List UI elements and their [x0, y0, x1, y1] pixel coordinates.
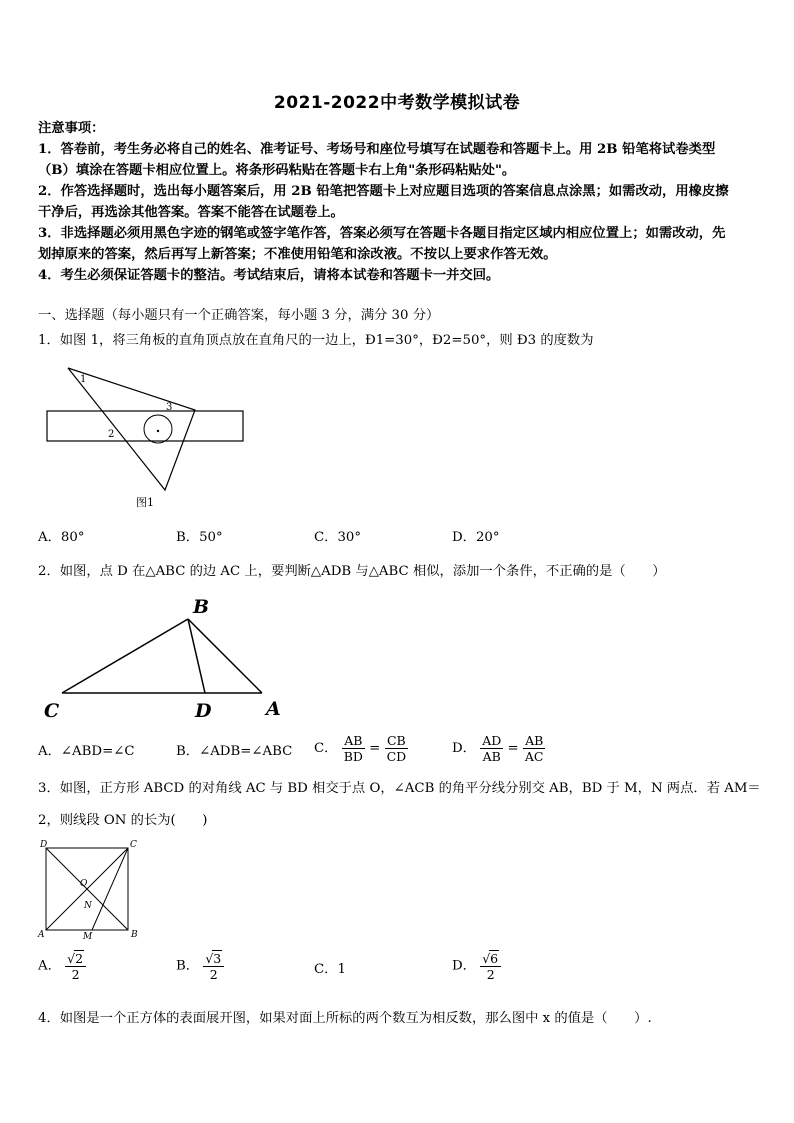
q3-label-b: B	[131, 930, 138, 940]
notice-line-4: 干净后，再选涂其他答案。答案不能答在试题卷上。	[38, 205, 344, 220]
q2-option-d-frac-2: $\frac{AB}{AC}$	[524, 733, 544, 764]
q3-label-a: A	[38, 930, 45, 940]
q2-option-d-eq: =	[507, 741, 519, 756]
q2-option-d-prefix: D．	[452, 741, 476, 756]
notice-line-1: 1．答卷前，考生务必将自己的姓名、准考证号、考场号和座位号填写在试题卷和答题卡上。用 2B 铅笔将试卷类型	[38, 142, 716, 157]
q3-label-o: O	[80, 879, 88, 889]
q2-option-c-eq: =	[369, 741, 381, 756]
q2-option-b: B．∠ADB=∠ABC	[176, 744, 293, 759]
q3-label-c: C	[130, 840, 137, 850]
q3-option-d-prefix: D．	[452, 958, 476, 974]
q2-stem: 2．如图，点 D 在△ABC 的边 AC 上，要判断△ADB 与△ABC 相似，添加一个条件，不正确的是（ ）	[38, 564, 666, 579]
q2-option-c-prefix: C．	[314, 741, 338, 756]
q3-option-b	[176, 950, 224, 982]
q1-stem: 1．如图 1，将三角板的直角顶点放在直角尺的一边上，Ð1=30°，Ð2=50°，则 Ð3 的度数为	[38, 333, 594, 348]
q1-fig-caption: 图1	[136, 496, 154, 509]
q3-option-c: C．1	[314, 962, 346, 977]
q3-stem-line-1: 3．如图，正方形 ABCD 的对角线 AC 与 BD 相交于点 O，∠ACB 的角平分线分别交 AB，BD 于 M，N 两点．若 AM＝	[38, 781, 761, 796]
q3-option-a-prefix: A．	[38, 958, 61, 974]
q3-label-n: N	[84, 901, 92, 911]
q2-option-c-frac-1: $\frac{AB}{BD}$	[343, 733, 363, 764]
q3-label-d: D	[40, 840, 48, 850]
q2-option-c-frac-2: $\frac{CB}{CD}$	[386, 733, 407, 764]
q3-option-a	[38, 950, 86, 982]
q2-option-d	[452, 733, 545, 764]
q1-option-d: D．20°	[452, 530, 500, 545]
q2-label-c: C	[44, 700, 60, 722]
q2-option-a: A．∠ABD=∠C	[38, 744, 135, 759]
q1-angle-3-label: 3	[166, 402, 173, 413]
q2-label-a: A	[266, 698, 281, 720]
section-heading: 一、选择题（每小题只有一个正确答案，每小题 3 分，满分 30 分）	[38, 308, 440, 323]
notice-heading: 注意事项：	[38, 121, 105, 136]
q2-figure	[40, 595, 300, 725]
q3-option-d-frac: $\frac{√6}{2}$	[480, 950, 501, 982]
notice-line-2: （B）填涂在答题卡相应位置上。将条形码粘贴在答题卡右上角"条形码粘贴处"。	[38, 163, 516, 178]
exam-title: 2021-2022中考数学模拟试卷	[273, 93, 521, 113]
q2-label-d: D	[195, 700, 212, 722]
q1-option-c: C．30°	[314, 530, 362, 545]
q3-label-m: M	[83, 932, 93, 942]
q1-figure	[40, 360, 250, 515]
q2-option-d-frac-1: $\frac{AD}{AB}$	[482, 733, 502, 764]
notice-line-3: 2．作答选择题时，选出每小题答案后，用 2B 铅笔把答题卡上对应题目选项的答案信息点涂黑；如需改动，用橡皮擦	[38, 184, 729, 199]
q3-option-a-frac: $\frac{√2}{2}$	[65, 950, 86, 982]
q2-label-b: B	[193, 596, 210, 618]
q2-option-c	[314, 733, 408, 764]
q3-stem-line-2: 2，则线段 ON 的长为( )	[38, 813, 208, 828]
q1-angle-1-label: 1	[80, 374, 87, 385]
q3-option-d	[452, 950, 501, 982]
q3-option-b-frac: $\frac{√3}{2}$	[203, 950, 224, 982]
q1-angle-2-label: 2	[108, 429, 115, 440]
q4-stem: 4．如图是一个正方体的表面展开图，如果对面上所标的两个数互为相反数，那么图中 x 的值是（ ）.	[38, 1011, 652, 1026]
q3-option-b-prefix: B．	[176, 958, 200, 974]
notice-line-5: 3．非选择题必须用黑色字迹的钢笔或签字笔作答，答案必须写在答题卡各题目指定区域内相应位置上；如需改动，先	[38, 226, 726, 241]
q3-figure	[36, 838, 141, 942]
q1-option-a: A．80°	[38, 530, 85, 545]
q1-option-b: B．50°	[176, 530, 223, 545]
notice-line-7: 4．考生必须保证答题卡的整洁。考试结束后，请将本试卷和答题卡一并交回。	[38, 268, 500, 283]
notice-line-6: 划掉原来的答案，然后再写上新答案；不准使用铅笔和涂改液。不按以上要求作答无效。	[38, 247, 557, 262]
